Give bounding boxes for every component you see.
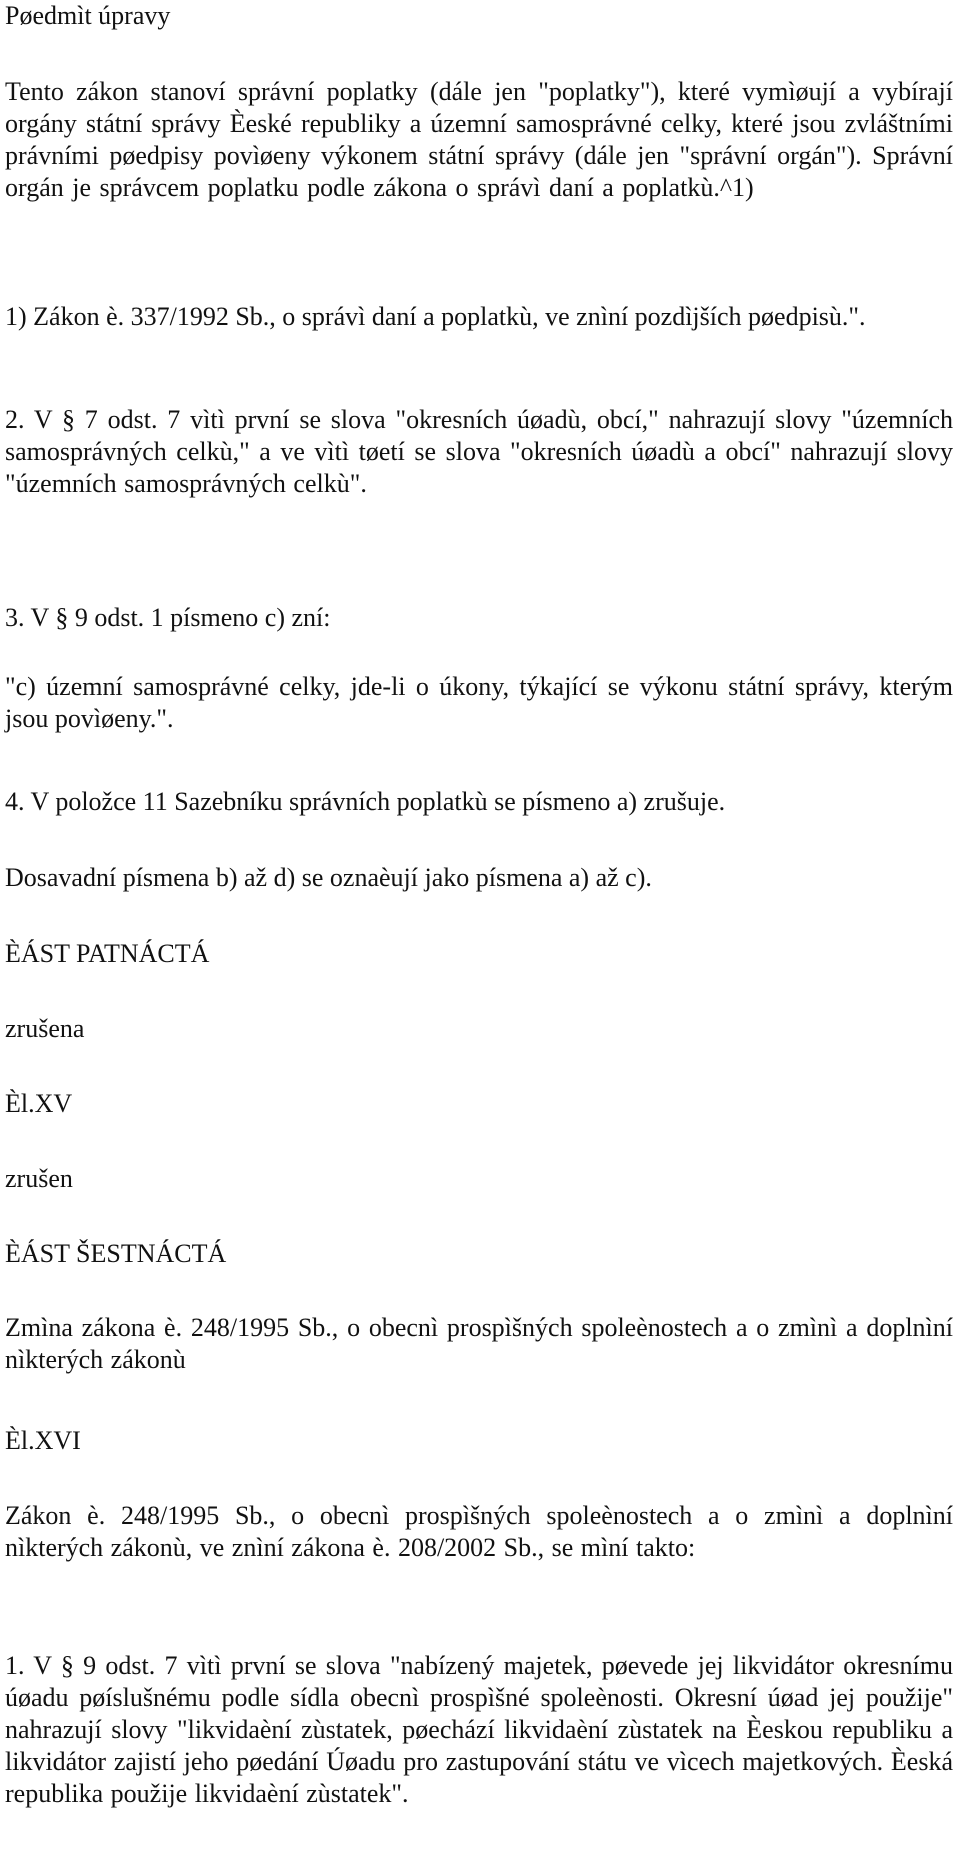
article-heading-xvi: Èl.XVI <box>5 1426 81 1455</box>
amendment-item-2: 2. V § 7 odst. 7 vìtì první se slova "okresních úøadù, obcí," nahrazují slovy "územních samosprávných celkù," a ve vìtì tøetí se slova "okresních úøadù a obcí" nahrazují slovy "územních samosprávných celkù". <box>5 405 953 498</box>
amendment-item-3-text: "c) územní samosprávné celky, jde-li o úkony, týkající se výkonu státní správy, kterým jsou povìøeny.". <box>5 672 953 733</box>
part-sixteen-title: Zmìna zákona è. 248/1995 Sb., o obecnì prospìšných spoleènostech a o zmìnì a doplnìní nìkterých zákonù <box>5 1313 953 1374</box>
article-xvi-intro: Zákon è. 248/1995 Sb., o obecnì prospìšných spoleènostech a o zmìnì a doplnìní nìkterých zákonù, ve znìní zákona è. 208/2002 Sb., se mìní takto: <box>5 1501 953 1562</box>
amendment-item-4: 4. V položce 11 Sazebníku správních poplatkù se písmeno a) zrušuje. <box>5 787 726 816</box>
section-heading: Pøedmìt úpravy <box>5 1 171 30</box>
part-heading-sixteen: ÈÁST ŠESTNÁCTÁ <box>5 1239 227 1268</box>
part-heading-fifteen: ÈÁST PATNÁCTÁ <box>5 939 210 968</box>
article-xv-status: zrušen <box>5 1164 73 1193</box>
article-xvi-item-1: 1. V § 9 odst. 7 vìtì první se slova "nabízený majetek, pøevede jej likvidátor okresnímu úøadu pøíslušnému podle sídla obecnì prospìšné spoleènosti. Okresní úøad jej použije" nahrazují slovy "likvidaèní zùstatek, pøechází likvidaèní zùstatek na Èeskou republiku a likvidátor zajistí jeho pøedání Úøadu pro zastupování státu ve vìcech majetkových. Èeská republika použije likvidaèní zùstatek". <box>5 1651 953 1808</box>
amendment-item-3: 3. V § 9 odst. 1 písmeno c) zní: <box>5 603 331 632</box>
amendment-item-4-note: Dosavadní písmena b) až d) se oznaèují jako písmena a) až c). <box>5 863 652 892</box>
part-fifteen-status: zrušena <box>5 1014 85 1043</box>
article-heading-xv: Èl.XV <box>5 1089 73 1118</box>
footnote-paragraph: 1) Zákon è. 337/1992 Sb., o správì daní a poplatkù, ve znìní pozdìjších pøedpisù.". <box>5 302 866 331</box>
paragraph-subject: Tento zákon stanoví správní poplatky (dále jen "poplatky"), které vymìøují a vybírají orgány státní správy Èeské republiky a územní samosprávné celky, které jsou zvláštními právními pøedpisy povìøeny výkonem státní správy (dále jen "správní orgán"). Správní orgán je správcem poplatku podle zákona o správì daní a poplatkù.^1) <box>5 77 953 202</box>
